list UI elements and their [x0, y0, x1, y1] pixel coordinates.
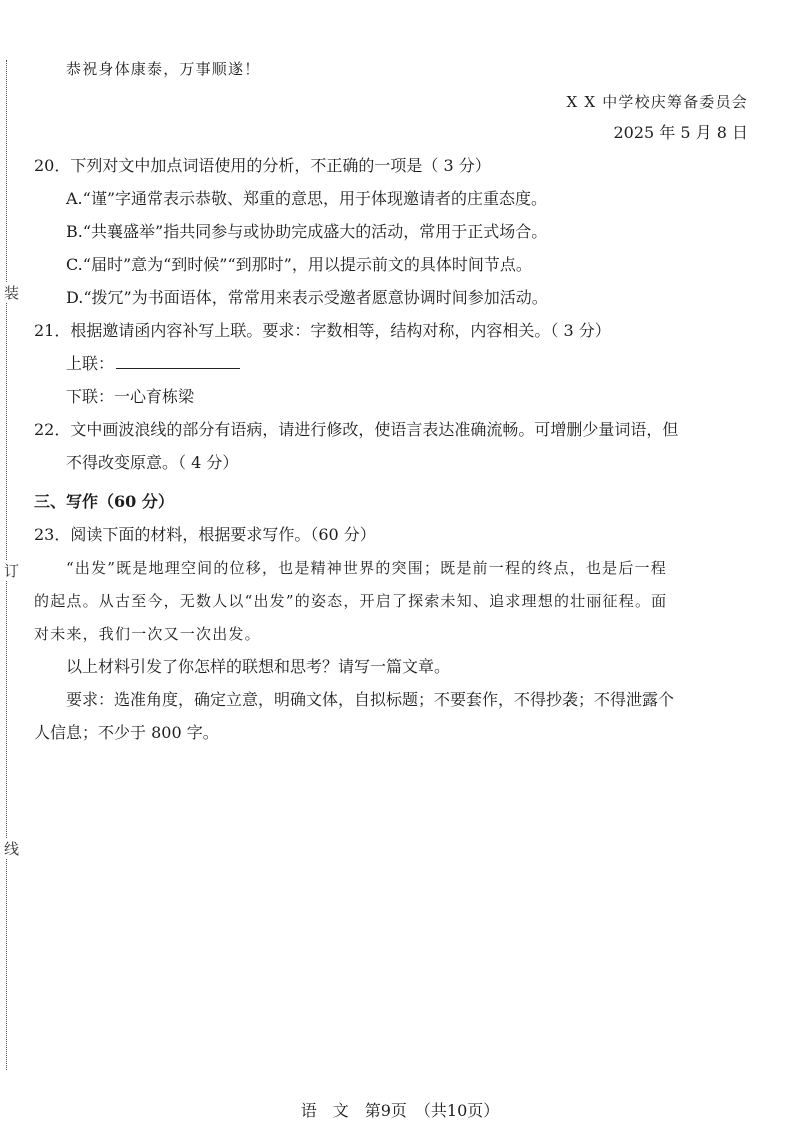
- q21-lower-couplet: 下联：一心育栋梁: [66, 387, 195, 406]
- q23-requirements-line2: 人信息；不少于 800 字。: [34, 723, 219, 742]
- q23-material-line3: 对未来，我们一次又一次出发。: [34, 625, 261, 643]
- binding-char-ding: 订: [4, 562, 20, 580]
- q23-requirements-line1: 要求：选准角度，确定立意，明确文体，自拟标题；不要套作，不得抄袭；不得泄露个: [66, 690, 675, 709]
- q21-upper-couplet: [66, 353, 240, 375]
- q23-material-line2: 的起点。从古至今，无数人以“出发”的姿态，开启了探索未知、追求理想的壮丽征程。面: [34, 592, 668, 610]
- q23-material-line1: “出发”既是地理空间的位移，也是精神世界的突围；既是前一程的终点，也是后一程: [66, 559, 667, 577]
- q22-line1: 22．文中画波浪线的部分有语病，请进行修改，使语言表达准确流畅。可增删少量词语，但: [34, 420, 679, 439]
- page-footer: 语 文 第9页 （共10页）: [300, 1101, 500, 1120]
- binding-margin-line: [4, 60, 20, 1070]
- binding-char-zhuang: 装: [4, 284, 20, 302]
- q22-line2: 不得改变原意。（ 4 分）: [66, 453, 239, 472]
- q21-stem: 21．根据邀请函内容补写上联。要求：字数相等，结构对称，内容相关。（ 3 分）: [34, 321, 611, 340]
- q23-stem: 23．阅读下面的材料，根据要求写作。（60 分）: [34, 525, 376, 544]
- letter-closing: 恭祝身体康泰，万事顺遂！: [66, 60, 261, 78]
- letter-signature: X X 中学校庆筹备委员会: [566, 93, 748, 111]
- q21-upper-label: 上联：: [66, 354, 115, 373]
- section-writing-title: 三、写作（60 分）: [34, 492, 174, 511]
- q23-prompt: 以上材料引发了你怎样的联想和思考？请写一篇文章。: [66, 657, 451, 676]
- q20-option-c: C.“届时”意为“到时候”“到那时”，用以提示前文的具体时间节点。: [66, 255, 532, 274]
- q21-answer-blank[interactable]: [116, 353, 240, 369]
- q20-option-d: D.“拨冗”为书面语体，常常用来表示受邀者愿意协调时间参加活动。: [66, 288, 548, 307]
- q20-option-a: A.“谨”字通常表示恭敬、郑重的意思，用于体现邀请者的庄重态度。: [66, 189, 548, 208]
- q20-stem: 20．下列对文中加点词语使用的分析，不正确的一项是（ 3 分）: [34, 156, 491, 175]
- q20-option-b: B.“共襄盛举”指共同参与或协助完成盛大的活动，常用于正式场合。: [66, 222, 548, 241]
- binding-char-xian: 线: [4, 840, 20, 858]
- letter-date: 2025 年 5 月 8 日: [613, 123, 748, 142]
